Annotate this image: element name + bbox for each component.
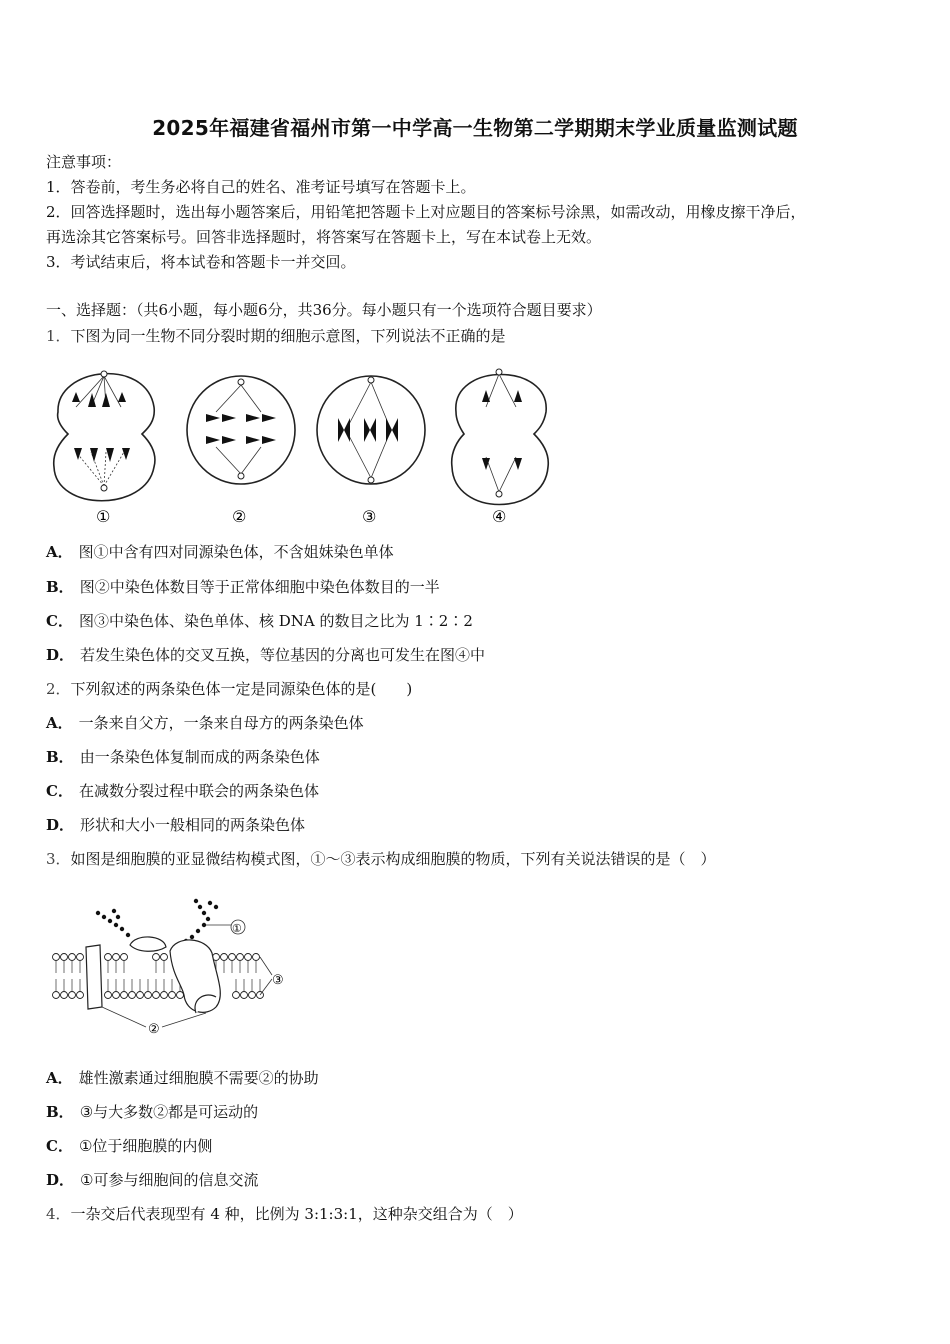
option — [46, 611, 473, 631]
figure-label: ② — [148, 1022, 160, 1037]
option-key: C． — [46, 782, 73, 800]
question-text: 下图为同一生物不同分裂时期的细胞示意图，下列说法不正确的是 — [70, 327, 506, 345]
option-text: 由一条染色体复制而成的两条染色体 — [79, 748, 320, 766]
question-1-stem — [46, 326, 506, 346]
figure-label: ③ — [362, 507, 377, 526]
option — [46, 542, 394, 562]
section-heading: 一、选择题：（共6小题，每小题6分，共36分。每小题只有一个选项符合题目要求） — [46, 301, 602, 319]
option-key: C． — [46, 612, 73, 630]
question-number: 2． — [46, 680, 71, 698]
option — [46, 781, 319, 801]
option-text: 若发生染色体的交叉互换，等位基因的分离也可发生在图④中 — [80, 646, 486, 664]
option-key: C． — [46, 1137, 73, 1155]
option-text: 图①中含有四对同源染色体，不含姐妹染色单体 — [78, 543, 394, 561]
question-text: 一杂交后代表现型有 4 种，比例为 3:1:3:1，这种杂交组合为（ ） — [70, 1205, 523, 1223]
figure-label: ③ — [272, 973, 284, 988]
notice-item: 3．考试结束后，将本试卷和答题卡一并交回。 — [46, 253, 356, 271]
page-title: 2025年福建省福州市第一中学高一生物第二学期期末学业质量监测试题 — [152, 116, 798, 140]
option-text: 一条来自父方，一条来自母方的两条染色体 — [78, 714, 364, 732]
option — [46, 1068, 319, 1088]
option-text: ③与大多数②都是可运动的 — [79, 1103, 259, 1121]
figure-label: ④ — [492, 507, 507, 526]
question-text: 下列叙述的两条染色体一定是同源染色体的是( ) — [70, 680, 413, 698]
option — [46, 747, 320, 767]
question-2-stem — [46, 679, 412, 699]
option-text: ①位于细胞膜的内侧 — [78, 1137, 213, 1155]
question-text: 如图是细胞膜的亚显微结构模式图，①～③表示构成细胞膜的物质，下列有关说法错误的是（ ） — [70, 850, 716, 868]
option — [46, 815, 305, 835]
option-key: D． — [46, 646, 75, 664]
question-3-stem — [46, 849, 716, 869]
question-number: 1． — [46, 327, 71, 345]
option-key: A． — [46, 543, 73, 561]
option — [46, 1102, 258, 1122]
option-key: B． — [46, 578, 74, 596]
option-text: 图③中染色体、染色单体、核 DNA 的数目之比为 1∶2∶2 — [78, 612, 473, 630]
option-text: 形状和大小一般相同的两条染色体 — [80, 816, 306, 834]
cell-membrane-figure — [46, 895, 296, 1045]
option — [46, 645, 485, 665]
option-text: 在减数分裂过程中联会的两条染色体 — [78, 782, 319, 800]
option — [46, 577, 440, 597]
figure-label: ① — [96, 507, 111, 526]
option-text: ①可参与细胞间的信息交流 — [80, 1171, 259, 1189]
option — [46, 1170, 258, 1190]
figure-label: ① — [232, 922, 242, 935]
option-text: 雄性激素通过细胞膜不需要②的协助 — [78, 1069, 319, 1087]
option-text: 图②中染色体数目等于正常体细胞中染色体数目的一半 — [79, 578, 440, 596]
option — [46, 713, 364, 733]
option-key: A． — [46, 1069, 73, 1087]
option-key: D． — [46, 816, 75, 834]
cell-division-figure — [46, 352, 566, 532]
option-key: B． — [46, 748, 74, 766]
question-number: 3． — [46, 850, 71, 868]
notice-item: 2．回答选择题时，选出每小题答案后，用铅笔把答题卡上对应题目的答案标号涂黑，如需改动，用橡皮擦干净后， — [46, 203, 806, 221]
figure-label: ② — [232, 507, 247, 526]
notice-heading: 注意事项： — [46, 153, 122, 171]
option-key: D． — [46, 1171, 75, 1189]
notice-item: 再选涂其它答案标号。回答非选择题时，将答案写在答题卡上，写在本试卷上无效。 — [46, 228, 602, 246]
option-key: B． — [46, 1103, 74, 1121]
notice-item: 1．答卷前，考生务必将自己的姓名、准考证号填写在答题卡上。 — [46, 178, 476, 196]
question-number: 4． — [46, 1205, 71, 1223]
option — [46, 1136, 212, 1156]
question-4-stem — [46, 1204, 523, 1224]
option-key: A． — [46, 714, 73, 732]
